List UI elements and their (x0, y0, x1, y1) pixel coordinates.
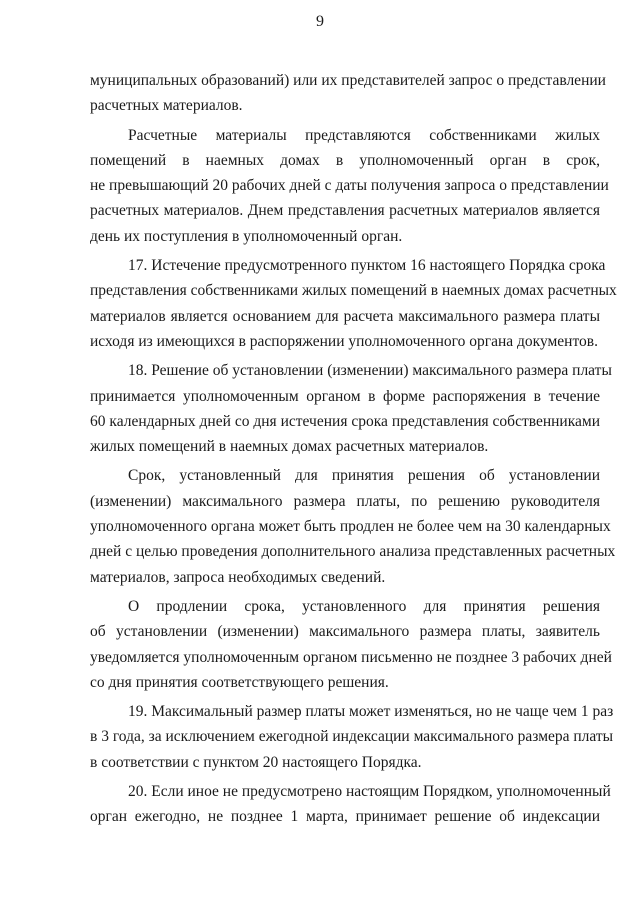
text-line: муниципальных образований) или их представителей запрос о представлении (90, 72, 606, 89)
text-line: 19. Максимальный размер платы может изменяться, но не чаще чем 1 раз (128, 703, 614, 721)
text-line: жилых помещений в наемных домах расчетных материалов. (90, 438, 489, 456)
document-body (90, 68, 617, 830)
paragraph-19 (90, 699, 614, 775)
text-line: исходя из имеющихся в распоряжении уполномоченного органа документов. (90, 332, 598, 350)
text-line: 60 календарных дней со дня истечения срока представления собственниками (90, 412, 600, 430)
text-line: О продлении срока, установленного для принятия решения (128, 597, 600, 615)
text-line: орган ежегодно, не позднее 1 марта, принимает решение об индексации (90, 808, 600, 826)
text-line: материалов является основанием для расчета максимального размера платы (90, 307, 600, 325)
paragraph-extension-notice (90, 594, 612, 695)
text-line: уполномоченного органа может быть продлен не более чем на 30 календарных (90, 518, 611, 536)
paragraph-18 (90, 358, 612, 459)
paragraph-extension-term (90, 463, 616, 589)
paragraph-continuation (90, 68, 606, 119)
text-line: Срок, установленный для принятия решения об установлении (128, 467, 600, 485)
text-line: день их поступления в уполномоченный орган. (90, 227, 403, 245)
text-line: 17. Истечение предусмотренного пунктом 16 настоящего Порядка срока (128, 257, 606, 275)
text-line: в соответствии с пунктом 20 настоящего Порядка. (90, 753, 422, 771)
paragraph-20 (90, 779, 611, 830)
text-line: уведомляется уполномоченным органом письменно не позднее 3 рабочих дней (90, 648, 612, 666)
text-line: (изменении) максимального размера платы, по решению руководителя (90, 492, 600, 510)
text-line: расчетных материалов. (90, 97, 243, 115)
text-line: со дня принятия соответствующего решения. (90, 673, 389, 691)
text-line: принимается уполномоченным органом в форме распоряжения в течение (90, 387, 600, 405)
paragraph-17 (90, 253, 617, 354)
text-line: об установлении (изменении) максимального размера платы, заявитель (90, 623, 600, 641)
text-line: 18. Решение об установлении (изменении) максимального размера платы (128, 362, 612, 380)
text-line: Расчетные материалы представляются собственниками жилых (128, 126, 600, 144)
text-line: материалов, запроса необходимых сведений. (90, 568, 386, 586)
text-line: расчетных материалов. Днем представления расчетных материалов является (90, 202, 600, 220)
text-line: представления собственниками жилых помещений в наемных домах расчетных (90, 282, 617, 300)
text-line: дней с целью проведения дополнительного анализа представленных расчетных (90, 543, 616, 561)
text-line: не превышающий 20 рабочих дней с даты получения запроса о представлении (90, 177, 609, 195)
text-line: помещений в наемных домах в уполномоченный орган в срок, (90, 151, 600, 169)
page-number: 9 (316, 13, 324, 30)
text-line: в 3 года, за исключением ежегодной индексации максимального размера платы (90, 728, 614, 746)
text-line: 20. Если иное не предусмотрено настоящим Порядком, уполномоченный (128, 783, 611, 801)
paragraph-submission-deadline (90, 123, 609, 249)
